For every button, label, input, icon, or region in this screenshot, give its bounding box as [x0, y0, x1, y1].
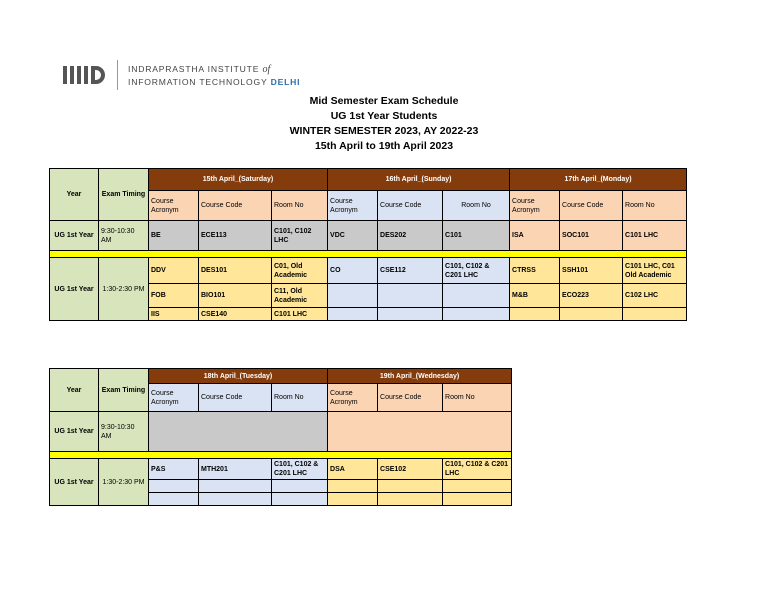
- institute-logo: [63, 58, 300, 92]
- exam-timing-cell: 9:30-10:30 AM: [99, 412, 149, 452]
- empty-cell: [443, 480, 512, 493]
- empty-slot: [149, 412, 328, 452]
- room-no-header: Room No: [272, 384, 328, 412]
- room-no-cell: C101, C102 LHC: [272, 221, 328, 251]
- schedule-table-1: [49, 168, 687, 321]
- room-no-cell: [443, 308, 510, 321]
- course-acronym-cell: IIS: [149, 308, 199, 321]
- schedule-heading: [0, 94, 768, 154]
- course-acronym-header: Course Acronym: [149, 384, 199, 412]
- year-cell: UG 1st Year: [50, 412, 99, 452]
- course-acronym-cell: ISA: [510, 221, 560, 251]
- room-no-cell: C01, Old Academic: [272, 258, 328, 284]
- course-code-header: Course Code: [199, 384, 272, 412]
- exam-timing-cell: 9:30-10:30 AM: [99, 221, 149, 251]
- course-acronym-cell: DDV: [149, 258, 199, 284]
- course-code-cell: [378, 284, 443, 308]
- course-acronym-cell: DSA: [328, 459, 378, 480]
- room-no-cell: C101, C102 & C201 LHC: [443, 459, 512, 480]
- course-code-cell: CSE102: [378, 459, 443, 480]
- room-no-header: Room No: [443, 191, 510, 221]
- empty-cell: [328, 480, 378, 493]
- course-code-header: Course Code: [560, 191, 623, 221]
- room-no-header: Room No: [272, 191, 328, 221]
- empty-cell: [149, 493, 199, 506]
- row-separator: [50, 251, 687, 258]
- course-code-cell: SSH101: [560, 258, 623, 284]
- course-acronym-cell: P&S: [149, 459, 199, 480]
- empty-cell: [272, 480, 328, 493]
- room-no-cell: [443, 284, 510, 308]
- course-code-cell: [560, 308, 623, 321]
- day-header: 15th April_(Saturday): [149, 169, 328, 191]
- course-code-cell: ECO223: [560, 284, 623, 308]
- room-no-cell: C101, C102 & C201 LHC: [272, 459, 328, 480]
- course-acronym-cell: CO: [328, 258, 378, 284]
- course-acronym-cell: M&B: [510, 284, 560, 308]
- course-acronym-cell: [328, 308, 378, 321]
- row-separator: [50, 452, 512, 459]
- course-acronym-cell: BE: [149, 221, 199, 251]
- room-no-cell: C102 LHC: [623, 284, 687, 308]
- course-acronym-cell: [328, 284, 378, 308]
- course-code-cell: BIO101: [199, 284, 272, 308]
- day-header: 18th April_(Tuesday): [149, 369, 328, 384]
- schedule-table-2: [49, 368, 512, 506]
- year-header: Year: [50, 169, 99, 221]
- room-no-cell: [623, 308, 687, 321]
- room-no-cell: C101 LHC: [623, 221, 687, 251]
- course-code-header: Course Code: [199, 191, 272, 221]
- room-no-cell: C101 LHC, C01 Old Academic: [623, 258, 687, 284]
- course-acronym-header: Course Acronym: [510, 191, 560, 221]
- exam-timing-header: Exam Timing: [99, 369, 149, 412]
- course-acronym-cell: VDC: [328, 221, 378, 251]
- room-no-header: Room No: [443, 384, 512, 412]
- logo-divider: [117, 60, 118, 90]
- course-code-cell: CSE140: [199, 308, 272, 321]
- heading-title: Mid Semester Exam Schedule: [309, 95, 459, 107]
- course-code-cell: MTH201: [199, 459, 272, 480]
- course-acronym-cell: CTRSS: [510, 258, 560, 284]
- exam-timing-header: Exam Timing: [99, 169, 149, 221]
- day-header: 19th April_(Wednesday): [328, 369, 512, 384]
- room-no-header: Room No: [623, 191, 687, 221]
- course-code-cell: [378, 308, 443, 321]
- heading-semester: WINTER SEMESTER 2023, AY 2022-23: [289, 125, 479, 137]
- year-cell: UG 1st Year: [50, 459, 99, 506]
- course-acronym-cell: [510, 308, 560, 321]
- heading-students: UG 1st Year Students: [330, 110, 438, 122]
- course-code-cell: ECE113: [199, 221, 272, 251]
- year-cell: UG 1st Year: [50, 221, 99, 251]
- course-code-cell: DES101: [199, 258, 272, 284]
- room-no-cell: C101: [443, 221, 510, 251]
- empty-slot: [328, 412, 512, 452]
- course-acronym-header: Course Acronym: [328, 191, 378, 221]
- room-no-cell: C11, Old Academic: [272, 284, 328, 308]
- empty-cell: [378, 480, 443, 493]
- year-header: Year: [50, 369, 99, 412]
- institute-name: INDRAPRASTHA INSTITUTE of INFORMATION TECHNOLOGY DELHI: [128, 63, 301, 87]
- empty-cell: [443, 493, 512, 506]
- course-code-header: Course Code: [378, 384, 443, 412]
- course-code-cell: SOC101: [560, 221, 623, 251]
- room-no-cell: C101, C102 & C201 LHC: [443, 258, 510, 284]
- course-code-header: Course Code: [378, 191, 443, 221]
- exam-timing-cell: 1:30-2:30 PM: [99, 459, 149, 506]
- empty-cell: [199, 493, 272, 506]
- course-acronym-header: Course Acronym: [149, 191, 199, 221]
- course-code-cell: DES202: [378, 221, 443, 251]
- empty-cell: [272, 493, 328, 506]
- empty-cell: [328, 493, 378, 506]
- exam-timing-cell: 1:30-2:30 PM: [99, 258, 149, 321]
- room-no-cell: C101 LHC: [272, 308, 328, 321]
- heading-dates: 15th April to 19th April 2023: [314, 140, 454, 152]
- course-acronym-header: Course Acronym: [328, 384, 378, 412]
- course-acronym-cell: FOB: [149, 284, 199, 308]
- empty-cell: [378, 493, 443, 506]
- year-cell: UG 1st Year: [50, 258, 99, 321]
- empty-cell: [149, 480, 199, 493]
- day-header: 17th April_(Monday): [510, 169, 687, 191]
- course-code-cell: CSE112: [378, 258, 443, 284]
- iiitd-logo-icon: [63, 65, 105, 85]
- day-header: 16th April_(Sunday): [328, 169, 510, 191]
- empty-cell: [199, 480, 272, 493]
